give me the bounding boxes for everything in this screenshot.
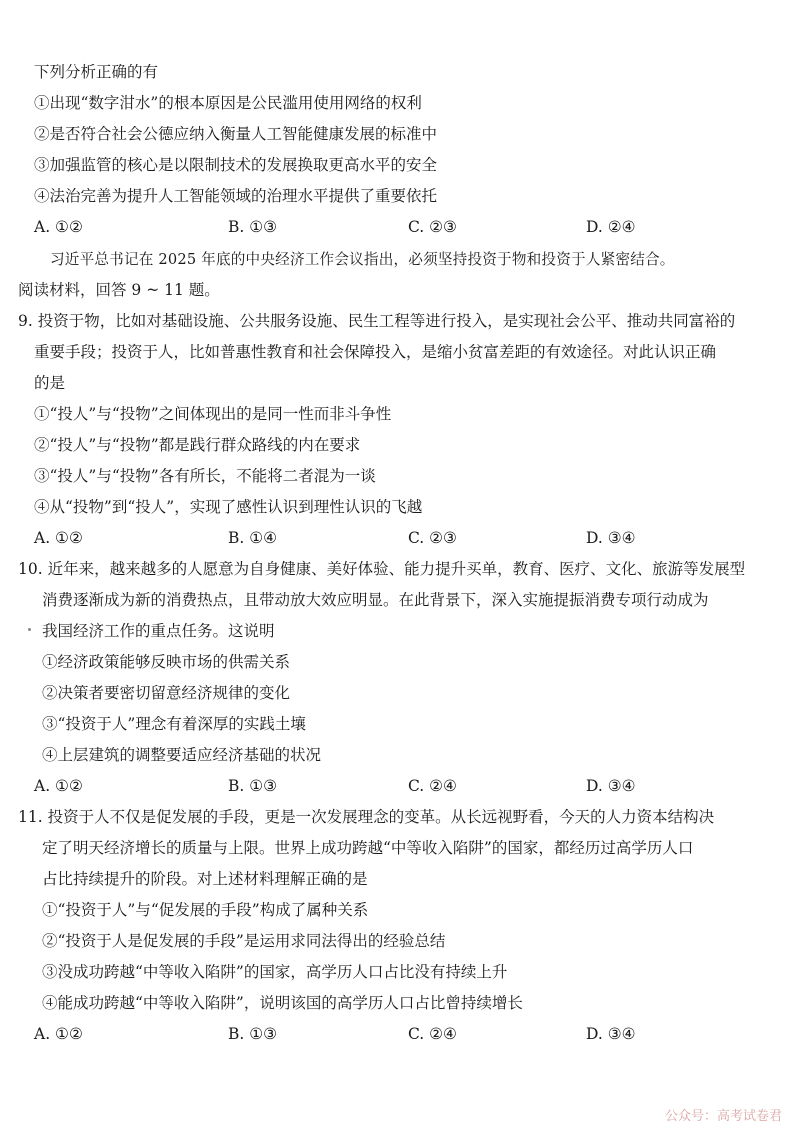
q11-statement-2: ②“投资于人是促发展的手段”是运用求同法得出的经验总结 [42, 932, 446, 950]
q10-statement-4: ④上层建筑的调整要适应经济基础的状况 [42, 746, 322, 764]
q9-stem-line-1: 9. 投资于物，比如对基础设施、公共服务设施、民生工程等进行投入，是实现社会公平、推动共同富裕的 [18, 312, 736, 330]
q11-options [34, 1024, 754, 1044]
q8-statement-4: ④法治完善为提升人工智能领域的治理水平提供了重要依托 [34, 187, 438, 205]
q11-statement-1: ①“投资于人”与“促发展的手段”构成了属种关系 [42, 901, 369, 919]
q9-statement-2: ②“投人”与“投物”都是践行群众路线的内在要求 [34, 436, 361, 454]
q11-option-c: C. ②④ [408, 1025, 457, 1043]
q8-option-a: A. ①② [34, 218, 83, 236]
q9-statement-4: ④从“投物”到“投人”，实现了感性认识到理性认识的飞越 [34, 498, 423, 516]
q8-statement-2: ②是否符合社会公德应纳入衡量人工智能健康发展的标准中 [34, 125, 438, 143]
q10-stem-line-1: 10. 近年来，越来越多的人愿意为自身健康、美好体验、能力提升买单，教育、医疗、文化、旅游等发展型 [18, 560, 746, 578]
q9-statement-1: ①“投人”与“投物”之间体现出的是同一性而非斗争性 [34, 405, 392, 423]
q11-stem-line-1: 11. 投资于人不仅是促发展的手段，更是一次发展理念的变革。从长远视野看，今天的人力资本结构决 [18, 808, 715, 826]
q11-option-d: D. ③④ [586, 1025, 636, 1043]
q8-stem: 下列分析正确的有 [34, 63, 159, 81]
q11-option-a: A. ①② [34, 1025, 83, 1043]
q10-option-c: C. ②④ [408, 777, 457, 795]
q10-stem-line-3: 我国经济工作的重点任务。这说明 [42, 622, 275, 640]
q9-statement-3: ③“投人”与“投物”各有所长，不能将二者混为一谈 [34, 467, 376, 485]
q8-option-c: C. ②③ [408, 218, 457, 236]
q9-options [34, 528, 754, 548]
q11-stem-line-2: 定了明天经济增长的质量与上限。世界上成功跨越“中等收入陷阱”的国家，都经历过高学历人口 [42, 839, 694, 857]
q10-options [34, 776, 754, 796]
q10-statement-1: ①经济政策能够反映市场的供需关系 [42, 653, 291, 671]
q11-statement-3: ③没成功跨越“中等收入陷阱”的国家，高学历人口占比没有持续上升 [42, 963, 508, 981]
q11-option-b: B. ①③ [228, 1025, 278, 1043]
q10-option-b: B. ①③ [228, 777, 278, 795]
q8-statement-1: ①出现“数字泔水”的根本原因是公民滥用使用网络的权利 [34, 94, 422, 112]
q9-option-d: D. ③④ [586, 529, 636, 547]
q8-option-d: D. ②④ [586, 218, 636, 236]
q11-statement-4: ④能成功跨越“中等收入陷阱”，说明该国的高学历人口占比曾持续增长 [42, 994, 523, 1012]
q10-option-a: A. ①② [34, 777, 83, 795]
q9-stem-line-2: 重要手段；投资于人，比如普惠性教育和社会保障投入，是缩小贫富差距的有效途径。对此认识正确 [34, 343, 717, 361]
q10-option-d: D. ③④ [586, 777, 636, 795]
q10-statement-3: ③“投资于人”理念有着深厚的实践土壤 [42, 715, 306, 733]
q9-option-a: A. ①② [34, 529, 83, 547]
q9-option-b: B. ①④ [228, 529, 278, 547]
material-intro-line-2: 阅读材料，回答 9 ~ 11 题。 [18, 281, 220, 299]
q10-stem-line-2: 消费逐渐成为新的消费热点，且带动放大效应明显。在此背景下，深入实施提振消费专项行动成为 [42, 591, 709, 609]
q8-options [34, 217, 754, 237]
material-intro-line-1: 习近平总书记在 2025 年底的中央经济工作会议指出，必须坚持投资于物和投资于人紧密结合。 [50, 251, 675, 268]
q11-stem-line-3: 占比持续提升的阶段。对上述材料理解正确的是 [42, 870, 368, 888]
q9-stem-line-3: 的是 [34, 374, 66, 392]
q8-option-b: B. ①③ [228, 218, 278, 236]
q9-option-c: C. ②③ [408, 529, 457, 547]
scan-dot [28, 628, 31, 631]
watermark: 公众号：高考试卷君 [664, 1109, 782, 1124]
q10-statement-2: ②决策者要密切留意经济规律的变化 [42, 684, 291, 702]
q8-statement-3: ③加强监管的核心是以限制技术的发展换取更高水平的安全 [34, 156, 438, 174]
